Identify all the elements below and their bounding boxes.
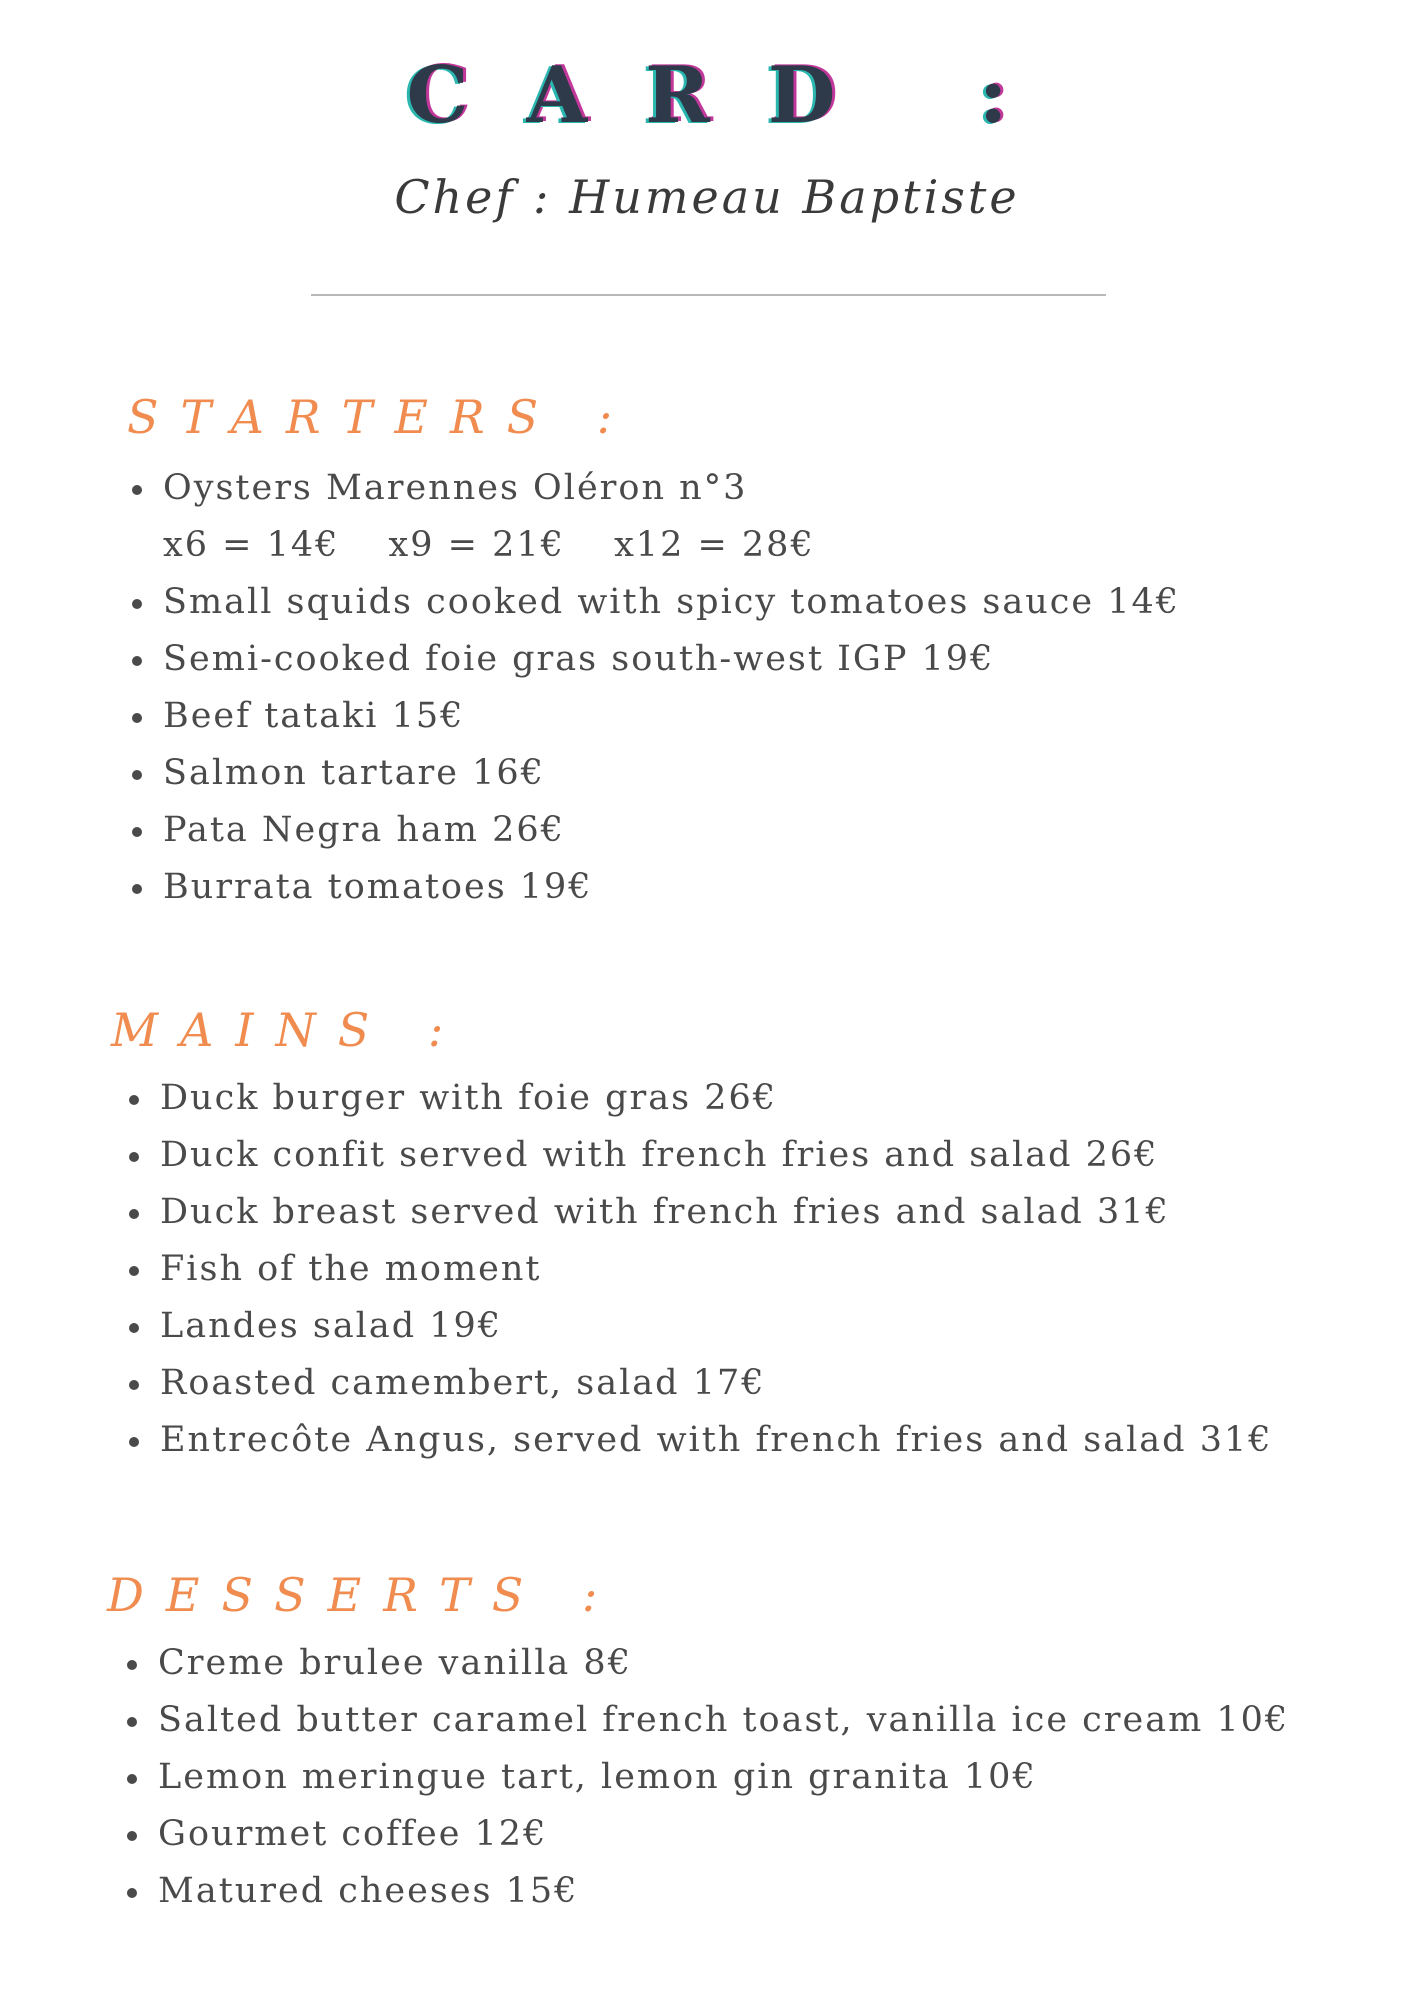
oyster-sizes bbox=[163, 517, 1180, 574]
item-label: Roasted camembert, salad 17€ bbox=[160, 1363, 766, 1403]
bullet-icon bbox=[127, 1660, 137, 1670]
list-item bbox=[163, 631, 1180, 688]
item-label: Landes salad 19€ bbox=[160, 1306, 503, 1346]
oysters-label: Oysters Marennes Oléron n°3 bbox=[163, 468, 748, 508]
list-item bbox=[163, 802, 1180, 859]
bullet-icon bbox=[129, 1209, 139, 1219]
header-divider bbox=[311, 294, 1106, 296]
bullet-icon bbox=[132, 713, 142, 723]
list-item-oysters bbox=[163, 460, 1180, 517]
list-item bbox=[158, 1692, 1289, 1749]
oyster-size-6: x6 = 14€ bbox=[163, 525, 340, 565]
item-label: Salted butter caramel french toast, vanilla ice cream 10€ bbox=[158, 1700, 1290, 1740]
list-item bbox=[163, 574, 1180, 631]
list-item bbox=[163, 859, 1180, 916]
list-item bbox=[160, 1241, 1273, 1298]
item-label: Entrecôte Angus, served with french fries and salad 31€ bbox=[160, 1420, 1273, 1460]
bullet-icon bbox=[132, 827, 142, 837]
item-label: Fish of the moment bbox=[160, 1249, 542, 1289]
bullet-icon bbox=[129, 1437, 139, 1447]
item-label: Creme brulee vanilla 8€ bbox=[158, 1643, 632, 1683]
list-item bbox=[160, 1070, 1273, 1127]
list-item bbox=[160, 1355, 1273, 1412]
bullet-icon bbox=[127, 1717, 137, 1727]
list-item bbox=[158, 1806, 1289, 1863]
list-item bbox=[160, 1184, 1273, 1241]
list-item bbox=[160, 1298, 1273, 1355]
chef-signature: Chef : Humeau Baptiste bbox=[394, 170, 1020, 224]
list-item bbox=[160, 1127, 1273, 1184]
starters-list bbox=[163, 460, 1180, 916]
item-label: Salmon tartare 16€ bbox=[163, 753, 545, 793]
item-label: Burrata tomatoes 19€ bbox=[163, 867, 593, 907]
bullet-icon bbox=[129, 1323, 139, 1333]
bullet-icon bbox=[129, 1380, 139, 1390]
item-label: Duck burger with foie gras 26€ bbox=[160, 1078, 778, 1118]
mains-heading: MAINS : bbox=[111, 1003, 466, 1057]
bullet-icon bbox=[132, 599, 142, 609]
item-label: Matured cheeses 15€ bbox=[158, 1871, 579, 1911]
list-item bbox=[160, 1412, 1273, 1469]
oyster-size-9: x9 = 21€ bbox=[388, 525, 565, 565]
item-label: Gourmet coffee 12€ bbox=[158, 1814, 548, 1854]
item-label: Small squids cooked with spicy tomatoes sauce 14€ bbox=[163, 582, 1181, 622]
list-item bbox=[163, 745, 1180, 802]
bullet-icon bbox=[129, 1095, 139, 1105]
list-item bbox=[158, 1749, 1289, 1806]
oyster-size-12: x12 = 28€ bbox=[614, 525, 815, 565]
item-label: Beef tataki 15€ bbox=[163, 696, 465, 736]
bullet-icon bbox=[132, 884, 142, 894]
bullet-icon bbox=[127, 1831, 137, 1841]
bullet-icon bbox=[129, 1266, 139, 1276]
mains-list bbox=[160, 1070, 1273, 1469]
list-item bbox=[158, 1863, 1289, 1920]
desserts-heading: DESSERTS : bbox=[107, 1568, 620, 1622]
item-label: Lemon meringue tart, lemon gin granita 10€ bbox=[158, 1757, 1037, 1797]
bullet-icon bbox=[127, 1774, 137, 1784]
bullet-icon bbox=[132, 770, 142, 780]
starters-heading: STARTERS : bbox=[127, 390, 635, 444]
bullet-icon bbox=[127, 1888, 137, 1898]
item-label: Duck confit served with french fries and salad 26€ bbox=[160, 1135, 1159, 1175]
menu-title: CARD : bbox=[406, 50, 1066, 141]
list-item bbox=[163, 688, 1180, 745]
desserts-list bbox=[158, 1635, 1289, 1920]
bullet-icon bbox=[132, 485, 142, 495]
item-label: Pata Negra ham 26€ bbox=[163, 810, 565, 850]
bullet-icon bbox=[132, 656, 142, 666]
list-item bbox=[158, 1635, 1289, 1692]
bullet-icon bbox=[129, 1152, 139, 1162]
item-label: Duck breast served with french fries and salad 31€ bbox=[160, 1192, 1170, 1232]
item-label: Semi-cooked foie gras south-west IGP 19€ bbox=[163, 639, 995, 679]
